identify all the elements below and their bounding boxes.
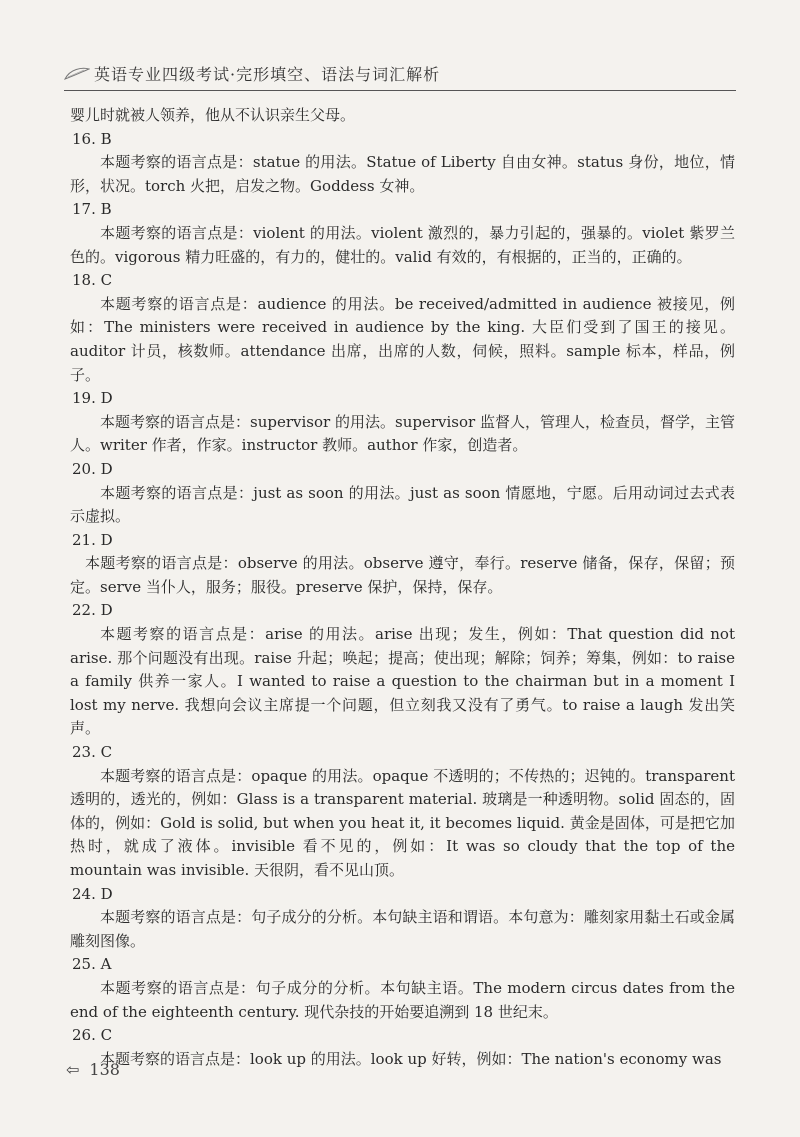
item-number: 20. D	[72, 459, 113, 478]
header-title: 英语专业四级考试·完形填空、语法与词汇解析	[94, 65, 441, 84]
intro-text: 婴儿时就被人领养，他从不认识亲生父母。	[70, 106, 356, 124]
item-number: 26. C	[72, 1026, 113, 1045]
item-explanation: 本题考察的语言点是：just as soon 的用法。just as soon 情愿地，宁愿。后用动词过去式表示虚拟。	[70, 483, 735, 526]
leaf-ornament-icon	[64, 67, 90, 81]
item-number: 22. D	[72, 601, 113, 620]
item-number: 17. B	[72, 200, 112, 219]
item-number: 16. B	[72, 129, 112, 148]
item-explanation: 本题考察的语言点是：句子成分的分析。本句缺主语。The modern circus dates from the end of the eighteenth century. 现代杂技的开始要追溯到 18 世纪末。	[70, 978, 735, 1021]
answer-explanations	[70, 104, 735, 1071]
left-arrow-icon: ⇦	[66, 1060, 80, 1079]
item-number: 19. D	[72, 389, 113, 408]
item-explanation: 本题考察的语言点是：look up 的用法。look up 好转，例如：The nation's economy was	[100, 1049, 722, 1068]
header-rule	[64, 90, 736, 91]
page-footer	[66, 1060, 120, 1079]
item-explanation: 本题考察的语言点是：observe 的用法。observe 遵守，奉行。reserve 储备，保存，保留；预定。serve 当仆人，服务；服役。preserve 保护，保持，保存。	[70, 554, 735, 596]
item-explanation: 本题考察的语言点是：句子成分的分析。本句缺主语和谓语。本句意为：雕刻家用黏土石或金属雕刻图像。	[70, 908, 735, 950]
item-number: 24. D	[72, 884, 113, 903]
item-number: 25. A	[72, 955, 112, 974]
page-number: 138	[89, 1060, 120, 1079]
item-number: 21. D	[72, 530, 113, 549]
item-number: 18. C	[72, 271, 113, 290]
item-explanation: 本题考察的语言点是：violent 的用法。violent 激烈的，暴力引起的，强暴的。violet 紫罗兰色的。vigorous 精力旺盛的，有力的，健壮的。valid 有效的，有根据的，正当的，正确的。	[70, 223, 735, 266]
item-explanation: 本题考察的语言点是：arise 的用法。arise 出现；发生，例如：That question did not arise. 那个问题没有出现。raise 升起；唤起；提高；使出现；解除；饲养；筹集，例如：to raise a family 供养一家人。I wanted to raise a question to the chairman but in a moment I lost my nerve. 我想向会议主席提一个问题，但立刻我又没有了勇气。to raise a laugh 发出笑声。	[70, 625, 735, 738]
item-explanation: 本题考察的语言点是：opaque 的用法。opaque 不透明的；不传热的；迟钝的。transparent 透明的，透光的，例如：Glass is a transparent material. 玻璃是一种透明物。solid 固态的，固体的，例如：Gold is solid, but when you heat it, it becomes liquid. 黄金是固体，可是把它加热时，就成了液体。invisible 看不见的，例如：It was so cloudy that the top of the mountain was invisible. 天很阴，看不见山顶。	[70, 766, 735, 879]
item-number: 23. C	[72, 743, 113, 762]
item-explanation: 本题考察的语言点是：statue 的用法。Statue of Liberty 自由女神。status 身份，地位，情形，状况。torch 火把，启发之物。Goddess 女神。	[70, 153, 735, 195]
running-header	[64, 62, 734, 85]
item-explanation: 本题考察的语言点是：audience 的用法。be received/admitted in audience 被接见，例如：The ministers were received in audience by the king. 大臣们受到了国王的接见。auditor 计员，核数师。attendance 出席，出席的人数，伺候，照料。sample 标本，样品，例子。	[70, 294, 735, 384]
item-explanation: 本题考察的语言点是：supervisor 的用法。supervisor 监督人，管理人，检查员，督学，主管人。writer 作者，作家。instructor 教师。author 作家，创造者。	[70, 412, 735, 455]
